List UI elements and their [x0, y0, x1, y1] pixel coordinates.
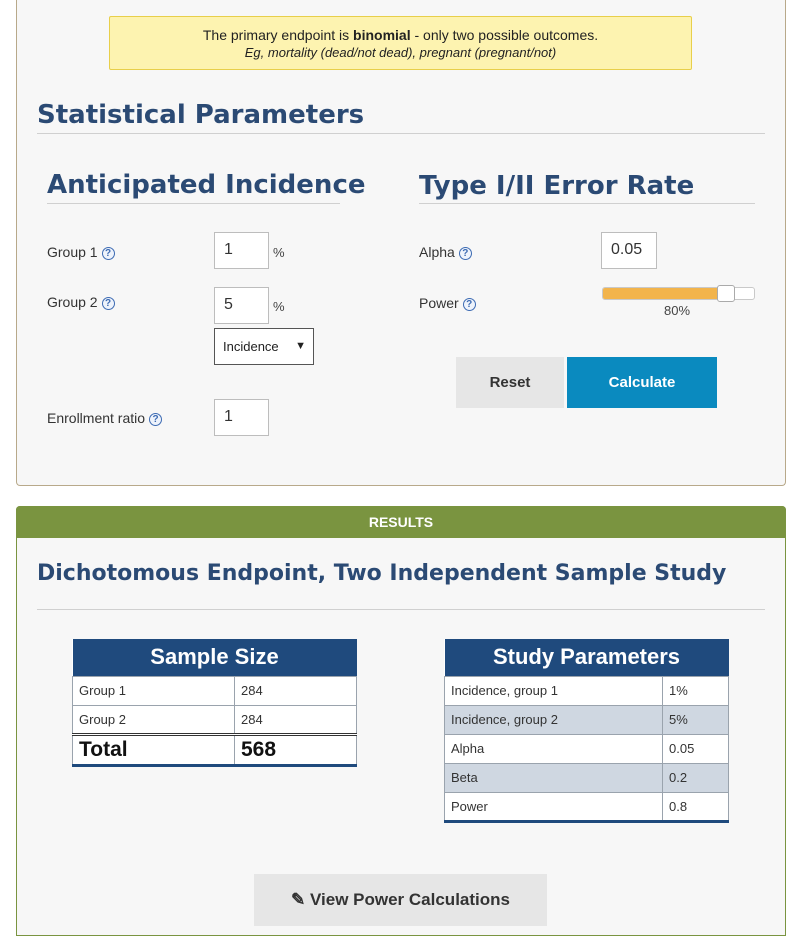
help-icon[interactable]: ?: [463, 298, 476, 311]
total-value: 568: [235, 734, 357, 765]
total-label: Total: [73, 734, 235, 765]
table-row: [445, 763, 729, 792]
error-rate-divider: [419, 203, 755, 204]
study-parameters-title: Study Parameters: [445, 639, 729, 676]
calculate-button[interactable]: Calculate: [567, 357, 717, 408]
power-value: 80%: [664, 303, 691, 318]
power-slider-fill: [603, 288, 726, 299]
param-label: Incidence, group 2: [445, 705, 663, 734]
notice-text: The primary endpoint is: [202, 27, 354, 43]
group1-label-text: Group 1: [47, 244, 98, 260]
reset-button[interactable]: Reset: [456, 357, 564, 408]
results-header: RESULTS: [16, 506, 786, 538]
notice-example: Eg, mortality (dead/not dead), pregnant (pregnant/not): [244, 45, 557, 60]
view-power-calculations-label: View Power Calculations: [310, 890, 510, 909]
table-row: [445, 676, 729, 705]
total-row: [73, 734, 357, 765]
group2-unit: %: [273, 299, 285, 314]
param-label: Incidence, group 1: [445, 676, 663, 705]
param-label: Beta: [445, 763, 663, 792]
power-slider[interactable]: [602, 287, 755, 300]
incidence-title: Anticipated Incidence: [47, 170, 366, 200]
group1-incidence-input[interactable]: 1: [214, 232, 269, 269]
group2-label-text: Group 2: [47, 294, 98, 310]
group2-label: [47, 294, 115, 310]
study-parameters-table: [444, 639, 729, 823]
sample-value: 284: [235, 676, 357, 705]
notice-text-end: - only two possible outcomes.: [410, 27, 599, 43]
param-value: 0.8: [663, 792, 729, 821]
results-divider: [37, 609, 765, 610]
select-value: Incidence: [223, 339, 279, 354]
param-label: Alpha: [445, 734, 663, 763]
edit-icon: ✎: [291, 890, 306, 909]
table-row: [445, 792, 729, 821]
results-title: Dichotomous Endpoint, Two Independent Sample Study: [37, 561, 727, 586]
section-divider: [37, 133, 765, 134]
table-row: [445, 705, 729, 734]
alpha-input[interactable]: 0.05: [601, 232, 657, 269]
sample-size-title: Sample Size: [73, 639, 357, 676]
param-label: Power: [445, 792, 663, 821]
enrollment-ratio-input[interactable]: 1: [214, 399, 269, 436]
sample-value: 284: [235, 705, 357, 734]
enrollment-ratio-text: Enrollment ratio: [47, 410, 146, 426]
enrollment-ratio-label: [47, 410, 162, 426]
param-value: 5%: [663, 705, 729, 734]
help-icon[interactable]: ?: [459, 247, 472, 260]
sample-label: Group 1: [73, 676, 235, 705]
endpoint-notice: [109, 16, 692, 70]
section-title: Statistical Parameters: [37, 100, 365, 130]
table-row: [73, 676, 357, 705]
incidence-mode-select[interactable]: [214, 328, 314, 365]
param-value: 0.05: [663, 734, 729, 763]
param-value: 0.2: [663, 763, 729, 792]
power-label: [419, 295, 476, 311]
alpha-label: [419, 244, 472, 260]
table-row: [445, 734, 729, 763]
help-icon[interactable]: ?: [102, 247, 115, 260]
sample-size-table: [72, 639, 357, 767]
power-label-text: Power: [419, 295, 459, 311]
notice-bold: binomial: [353, 27, 411, 43]
power-slider-handle[interactable]: [717, 285, 735, 302]
alpha-label-text: Alpha: [419, 244, 455, 260]
group1-label: [47, 244, 115, 260]
help-icon[interactable]: ?: [102, 297, 115, 310]
group1-unit: %: [273, 245, 285, 260]
view-power-calculations-button[interactable]: [254, 874, 547, 926]
param-value: 1%: [663, 676, 729, 705]
incidence-divider: [47, 203, 340, 204]
help-icon[interactable]: ?: [149, 413, 162, 426]
table-row: [73, 705, 357, 734]
sample-label: Group 2: [73, 705, 235, 734]
error-rate-title: Type I/II Error Rate: [419, 171, 695, 201]
chevron-down-icon: ▼: [295, 340, 306, 352]
group2-incidence-input[interactable]: 5: [214, 287, 269, 324]
